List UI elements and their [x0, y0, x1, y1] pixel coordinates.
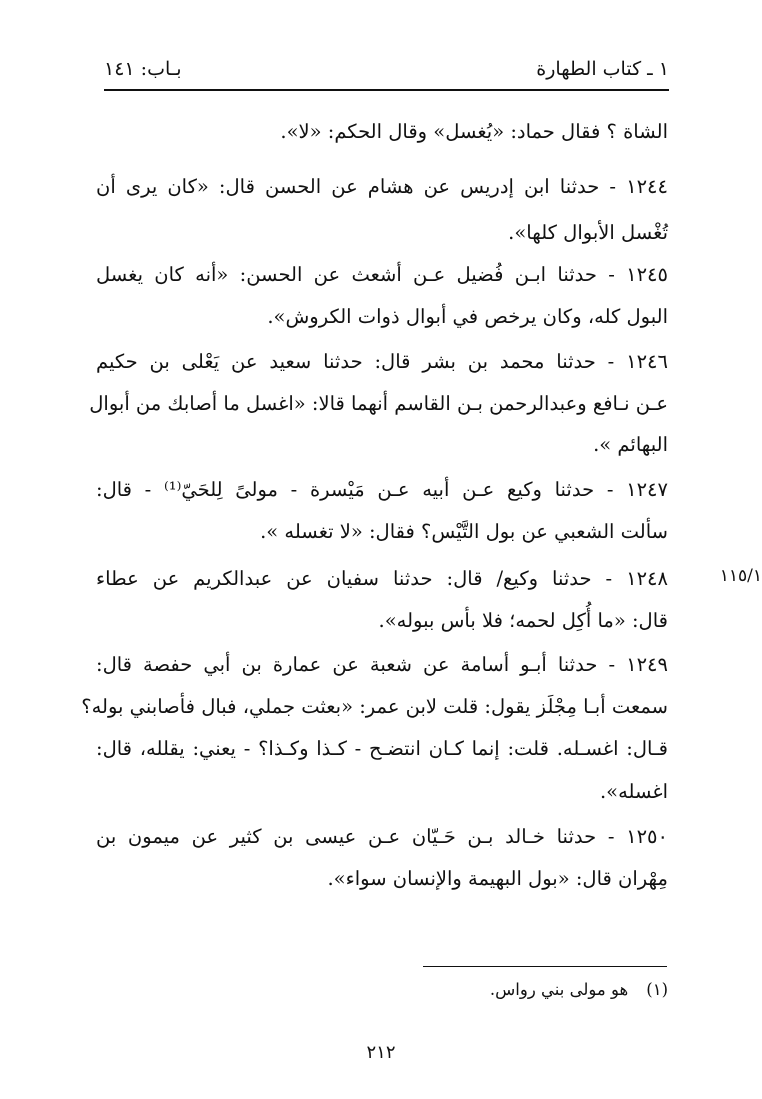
hadith-1249-line-3: قـال: اغسـله. قلت: إنما كـان انتضـح - كـذا وكـذا؟ - يعني: يقلله، قال: [96, 737, 668, 760]
page-number: ٢١٢ [366, 1042, 396, 1063]
margin-folio-note: ١١٥/١ [719, 566, 762, 586]
hadith-1247-line-2: سألت الشعبي عن بول التَّيْس؟ فقال: «لا تغسله ». [260, 520, 668, 543]
chapter-title: ١ ـ كتاب الطهارة [536, 58, 669, 80]
bab-number: بـاب: ١٤١ [104, 58, 182, 80]
footnote-number: (١) [646, 980, 668, 999]
hadith-1246-line-2: عـن نـافع وعبدالرحمن بـن القاسم أنهما قالا: «اغسل ما أصابك من أبوال [89, 392, 668, 415]
footnote-text: هو مولى بني رواس. [489, 980, 629, 999]
hadith-1245-line-2: البول كله، وكان يرخص في أبوال ذوات الكروش». [267, 305, 668, 328]
footnote-rule [423, 966, 667, 967]
hadith-1248-line-1: ١٢٤٨ - حدثنا وكيع/ قال: حدثنا سفيان عن عبدالكريم عن عطاء [96, 567, 668, 590]
hadith-1247-line-1: ١٢٤٧ - حدثنا وكيع عـن أبيه عـن مَيْسرة - مولىً لِلحَيّ⁽¹⁾ - قال: [96, 478, 668, 501]
hadith-1246-line-1: ١٢٤٦ - حدثنا محمد بن بشر قال: حدثنا سعيد عن يَعْلى بن حكيم [96, 350, 668, 373]
hadith-1250-line-1: ١٢٥٠ - حدثنا خـالد بـن حَـيّان عـن عيسى بن كثير عن ميمون بن [96, 825, 668, 848]
footnote [96, 980, 668, 999]
hadith-1249-line-1: ١٢٤٩ - حدثنا أبـو أسامة عن شعبة عن عمارة بن أبي حفصة قال: [96, 653, 668, 676]
hadith-1250-line-2: مِهْران قال: «بول البهيمة والإنسان سواء». [327, 867, 668, 890]
hadith-1249-line-4: اغسله». [599, 780, 668, 803]
hadith-1245-line-1: ١٢٤٥ - حدثنا ابـن فُضيل عـن أشعث عن الحسن: «أنه كان يغسل [96, 263, 668, 286]
hadith-1244-line-2: تُغْسل الأبوال كلها». [508, 221, 668, 244]
hadith-1244-line-1: ١٢٤٤ - حدثنا ابن إدريس عن هشام عن الحسن قال: «كان يرى أن [96, 175, 668, 198]
text-line-1: الشاة ؟ فقال حماد: «يُغسل» وقال الحكم: «لا». [280, 120, 668, 143]
hadith-1249-line-2: سمعت أبـا مِجْلَز يقول: قلت لابن عمر: «بعثت جملي، فبال فأصابني بوله؟ [81, 695, 668, 718]
header-rule [104, 89, 669, 91]
page-header [104, 44, 669, 90]
hadith-1246-line-3: البهائم ». [593, 433, 668, 456]
hadith-1248-line-2: قال: «ما أُكِل لحمه؛ فلا بأس ببوله». [378, 609, 668, 632]
